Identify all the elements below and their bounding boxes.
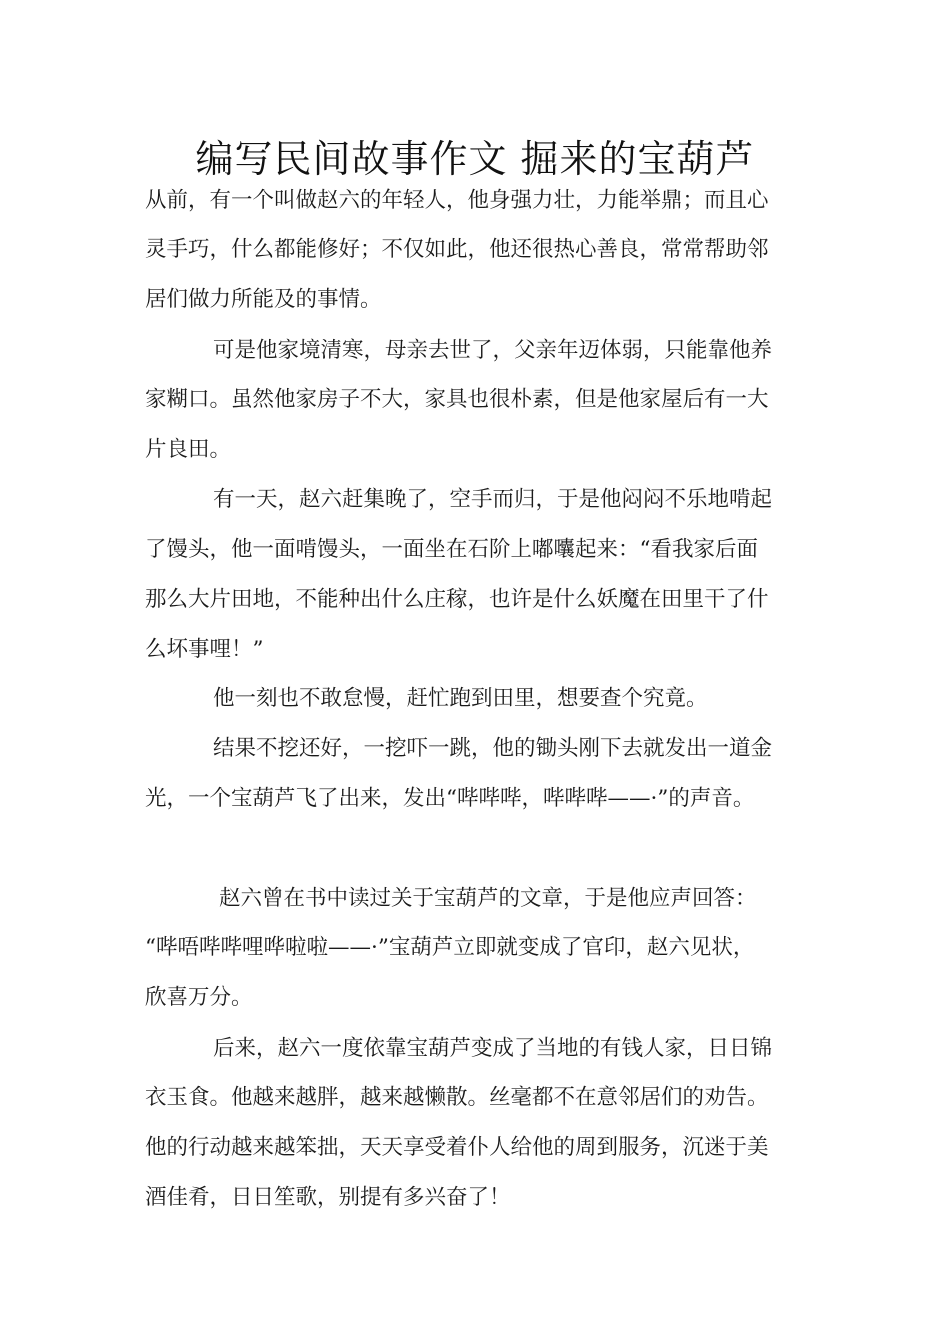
paragraph-line: 结果不挖还好，一挖吓一跳，他的锄头刚下去就发出一道金 xyxy=(213,736,773,761)
document-title: 编写民间故事作文 掘来的宝葫芦 xyxy=(195,137,755,181)
paragraph-line: 家糊口。虽然他家房子不大，家具也很朴素，但是他家屋后有一大 xyxy=(145,387,769,412)
paragraph-line: 有一天，赵六赶集晚了，空手而归，于是他闷闷不乐地啃起 xyxy=(213,487,773,512)
paragraph-line: 那么大片田地，不能种出什么庄稼，也许是什么妖魔在田里干了什 xyxy=(145,587,769,612)
paragraph-line: 后来，赵六一度依靠宝葫芦变成了当地的有钱人家，日日锦 xyxy=(213,1036,773,1061)
paragraph-line: 酒佳肴，日日笙歌，别提有多兴奋了！ xyxy=(145,1185,511,1210)
paragraph-line: 衣玉食。他越来越胖，越来越懒散。丝毫都不在意邻居们的劝告。 xyxy=(145,1085,769,1110)
paragraph-line: 了馒头，他一面啃馒头，一面坐在石阶上嘟囔起来：“看我家后面 xyxy=(145,537,758,562)
paragraph-line: 可是他家境清寒，母亲去世了，父亲年迈体弱，只能靠他养 xyxy=(213,338,773,363)
paragraph-line: 么坏事哩！” xyxy=(145,637,264,662)
paragraph-line: 灵手巧，什么都能修好；不仅如此，他还很热心善良，常常帮助邻 xyxy=(145,237,769,262)
paragraph-line: 赵六曾在书中读过关于宝葫芦的文章，于是他应声回答： xyxy=(219,886,757,911)
paragraph-line: 他一刻也不敢怠慢，赶忙跑到田里，想要查个究竟。 xyxy=(213,686,708,711)
paragraph-line: “哔唔哔哔哩哗啦啦——·”宝葫芦立即就变成了官印，赵六见状， xyxy=(145,935,755,960)
paragraph-line: 欣喜万分。 xyxy=(145,985,253,1010)
paragraph-line: 光，一个宝葫芦飞了出来，发出“哔哔哔，哔哔哔——·”的声音。 xyxy=(145,786,755,811)
paragraph-line: 他的行动越来越笨拙，天天享受着仆人给他的周到服务，沉迷于美 xyxy=(145,1135,769,1160)
paragraph-line: 居们做力所能及的事情。 xyxy=(145,287,382,312)
paragraph-line: 片良田。 xyxy=(145,437,232,462)
paragraph-line: 从前，有一个叫做赵六的年轻人，他身强力壮，力能举鼎；而且心 xyxy=(145,188,769,213)
